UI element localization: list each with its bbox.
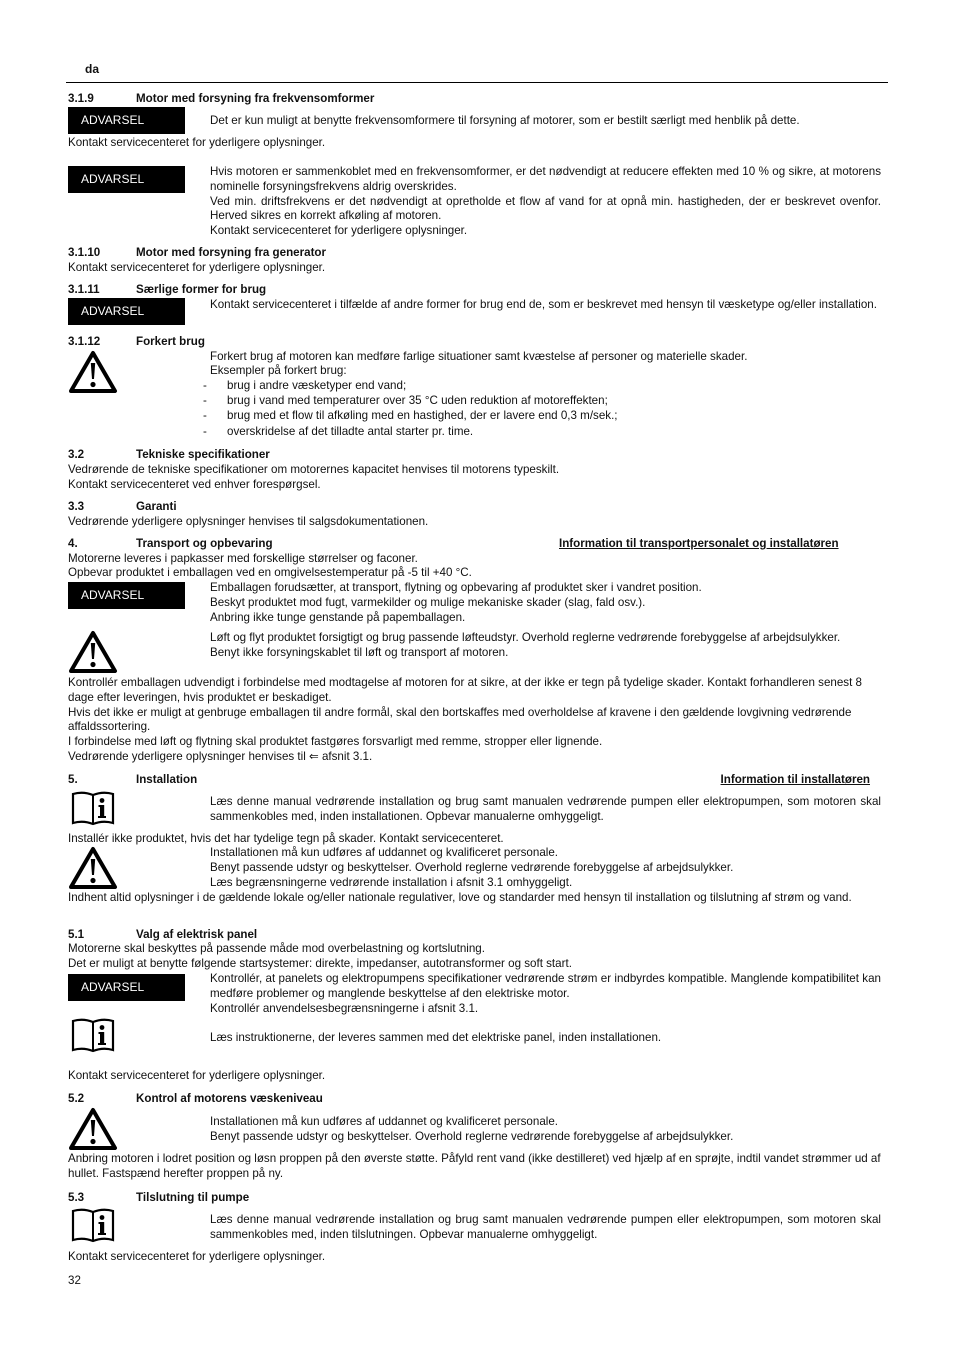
- paragraph: Anbring motoren i lodret position og løsn proppen på den øverste støtte. Påfyld rent vand (ikke destilleret) ved hjælp af en sprøjte, indtil vandet strømmer ud af hullet. Fastspænd herefter proppen på ny.: [68, 1152, 881, 1180]
- section-title: Installation: [136, 773, 198, 786]
- warning-text: Det er kun muligt at benytte frekvensomformere til forsyning af motorer, som er bestilt særligt med henblik på dette.: [210, 114, 800, 127]
- advarsel-badge: ADVARSEL: [68, 582, 185, 609]
- section-number: 3.1.10: [68, 246, 101, 259]
- section-number: 3.1.9: [68, 92, 94, 105]
- paragraph: Installér ikke produktet, hvis det har tydelige tegn på skader. Kontakt servicecenteret.: [68, 832, 504, 845]
- section-title: Forkert brug: [136, 335, 205, 348]
- paragraph: Forkert brug af motoren kan medføre farlige situationer samt kvæstelse af personer og materielle skader.: [210, 350, 748, 363]
- language-code: da: [85, 62, 100, 76]
- paragraph: Opbevar produktet i emballagen ved en omgivelsestemperatur på -5 til +40 °C.: [68, 566, 472, 579]
- danger-text: [210, 631, 881, 661]
- advarsel-badge: ADVARSEL: [68, 166, 185, 193]
- read-manual-icon: [70, 1017, 116, 1053]
- paragraph: Vedrørende yderligere oplysninger henvises til salgsdokumentationen.: [68, 515, 429, 528]
- paragraph: Vedrørende de tekniske specifikationer om motorernes kapacitet henvises til motorens typeskilt.: [68, 463, 560, 476]
- paragraph: Motorerne leveres i papkasser med forskellige størrelser og faconer.: [68, 552, 418, 565]
- paragraph: Eksempler på forkert brug:: [210, 364, 347, 377]
- section-number: 3.1.12: [68, 335, 101, 348]
- warning-line: Kontrollér anvendelsesbegrænsningerne i afsnit 3.1.: [210, 1001, 479, 1015]
- page-number: 32: [68, 1274, 81, 1287]
- section-number: 5.: [68, 773, 78, 786]
- danger-warning-icon: [68, 1107, 118, 1151]
- paragraph: I forbindelse med løft og flytning skal produktet fastgøres forsvarligt med remme, stropper eller lignende.: [68, 735, 603, 749]
- danger-text: [210, 1115, 881, 1145]
- warning-line: Anbring ikke tunge genstande på papemballagen.: [210, 610, 466, 624]
- paragraph: Kontakt servicecenteret for yderligere oplysninger.: [68, 1250, 326, 1263]
- list-item: - brug i vand med temperaturer over 35 °C uden reduktion af motoreffekten;: [203, 394, 608, 407]
- section-title: Tilslutning til pumpe: [136, 1191, 250, 1204]
- paragraph: Det er muligt at benytte følgende startsystemer: direkte, impedanser, autotransformer og soft start.: [68, 957, 572, 970]
- section-number: 5.3: [68, 1191, 85, 1204]
- paragraph: Kontrollér emballagen udvendigt i forbindelse med modtagelse af motoren for at sikre, at der ikke er tegn på tydelige skader. Kontakt forhandleren senest 8 dage efter leveringen, hvis produktet er beskadiget.: [68, 676, 862, 704]
- section-number: 3.3: [68, 500, 85, 513]
- section-number: 5.2: [68, 1092, 85, 1105]
- paragraph: Kontakt servicecenteret for yderligere oplysninger.: [68, 261, 326, 274]
- bullet-list: [0, 379, 954, 440]
- read-manual-icon: [70, 790, 116, 826]
- paragraph-block: [68, 676, 888, 765]
- section-number: 3.2: [68, 448, 85, 461]
- audience-note: Information til transportpersonalet og installatøren: [559, 537, 839, 550]
- read-manual-icon: [70, 1207, 116, 1243]
- section-number: 4.: [68, 537, 78, 550]
- paragraph: Kontakt servicecenteret for yderligere oplysninger.: [68, 136, 326, 149]
- danger-warning-icon: [68, 630, 118, 674]
- advarsel-badge: ADVARSEL: [68, 107, 185, 134]
- section-title: Kontrol af motorens væskeniveau: [136, 1092, 323, 1105]
- manual-note: Læs instruktionerne, der leveres sammen med det elektriske panel, inden installationen.: [210, 1031, 662, 1044]
- warning-line: Kontakt servicecenteret for yderligere oplysninger.: [210, 224, 468, 238]
- section-title: Garanti: [136, 500, 177, 513]
- section-title: Tekniske specifikationer: [136, 448, 270, 461]
- danger-line: Læs begrænsningerne vedrørende installation i afsnit 3.1 omhyggeligt.: [210, 875, 573, 889]
- advarsel-badge: ADVARSEL: [68, 298, 185, 325]
- danger-line: Benyt ikke forsyningskablet til løft og transport af motoren.: [210, 645, 509, 659]
- warning-text: Kontakt servicecenteret i tilfælde af andre former for brug end de, som er beskrevet med hensyn til væsketype og/eller installation.: [210, 298, 877, 311]
- manual-note: Læs denne manual vedrørende installation og brug samt manualen vedrørende pumpen eller elektropumpen, som motoren skal sammenkobles med, inden installationen. Opbevar manualerne omhyggeligt.: [210, 795, 881, 823]
- manual-note: Læs denne manual vedrørende installation og brug samt manualen vedrørende pumpen eller elektropumpen, som motoren skal sammenkobles med, inden tilslutningen. Opbevar manualerne omhyggeligt.: [210, 1213, 881, 1241]
- warning-text: [210, 581, 881, 625]
- danger-line: Installationen må kun udføres af uddannet og kvalificeret personale.: [210, 1115, 559, 1128]
- list-item: - brug i andre væsketyper end vand;: [203, 379, 407, 392]
- section-title: Valg af elektrisk panel: [136, 928, 258, 941]
- warning-line: Ved min. driftsfrekvens er det nødvendigt at opretholde et flow af vand for at opnå min. hastigheden, der er beskrevet ovenfor. Herved sikres en korrekt afkøling af motoren.: [210, 194, 881, 223]
- paragraph: Kontakt servicecenteret for yderligere oplysninger.: [68, 1069, 326, 1082]
- section-number: 3.1.11: [68, 283, 100, 296]
- paragraph: Hvis det ikke er muligt at genbruge emballagen til andre formål, skal den bortskaffes med overholdelse af kravene i den gældende lovgivning vedrørende affaldssortering.: [68, 705, 852, 734]
- section-title: Motor med forsyning fra generator: [136, 246, 327, 259]
- advarsel-badge: ADVARSEL: [68, 974, 185, 1001]
- danger-warning-icon: [68, 846, 118, 890]
- audience-note: Information til installatøren: [720, 773, 870, 786]
- warning-line: Hvis motoren er sammenkoblet med en frekvensomformer, er det nødvendigt at reducere effekten med 10 % og sikre, at motorens nominelle forsyningsfrekvens aldrig overskrides.: [210, 165, 881, 193]
- header-rule: [66, 82, 888, 83]
- list-item: - overskridelse af det tilladte antal starter pr. time.: [203, 425, 474, 438]
- danger-text: [210, 846, 881, 890]
- paragraph: Motorerne skal beskyttes på passende måde mod overbelastning og kortslutning.: [68, 942, 485, 955]
- section-title: Transport og opbevaring: [136, 537, 273, 550]
- danger-line: Benyt passende udstyr og beskyttelser. Overhold reglerne vedrørende forebyggelse af arbejdsulykker.: [210, 860, 734, 874]
- warning-text: [210, 165, 881, 239]
- warning-line: Beskyt produktet mod fugt, varmekilder og mulige mekaniske skader (slag, fald osv.).: [210, 595, 646, 609]
- warning-text: [210, 972, 881, 1016]
- danger-line: Installationen må kun udføres af uddannet og kvalificeret personale.: [210, 846, 559, 859]
- warning-line: Kontrollér, at panelets og elektropumpens specifikationer vedrørende strøm er indbyrdes kompatible. Manglende kompatibilitet kan medføre problemer og manglende beskyttelse af den elektriske motor.: [210, 972, 881, 1000]
- danger-line: Løft og flyt produktet forsigtigt og brug passende løfteudstyr. Overhold reglerne vedrørende forebyggelse af arbejdsulykker.: [210, 631, 841, 644]
- warning-line: Emballagen forudsætter, at transport, flytning og opbevaring af produktet sker i vandret position.: [210, 581, 702, 594]
- section-title: Motor med forsyning fra frekvensomformer: [136, 92, 375, 105]
- paragraph: Kontakt servicecenteret ved enhver forespørgsel.: [68, 478, 321, 491]
- paragraph: Indhent altid oplysninger i de gældende lokale og/eller nationale regulativer, love og standarder med hensyn til installation og tilslutning af strøm og vand.: [68, 891, 852, 904]
- paragraph: Vedrørende yderligere oplysninger henvises til ⇐ afsnit 3.1.: [68, 749, 373, 763]
- section-title: Særlige former for brug: [136, 283, 267, 296]
- list-item: - brug med et flow til afkøling med en hastighed, der er lavere end 0,3 m/sek.;: [203, 409, 618, 422]
- section-number: 5.1: [68, 928, 85, 941]
- danger-line: Benyt passende udstyr og beskyttelser. Overhold reglerne vedrørende forebyggelse af arbejdsulykker.: [210, 1129, 734, 1143]
